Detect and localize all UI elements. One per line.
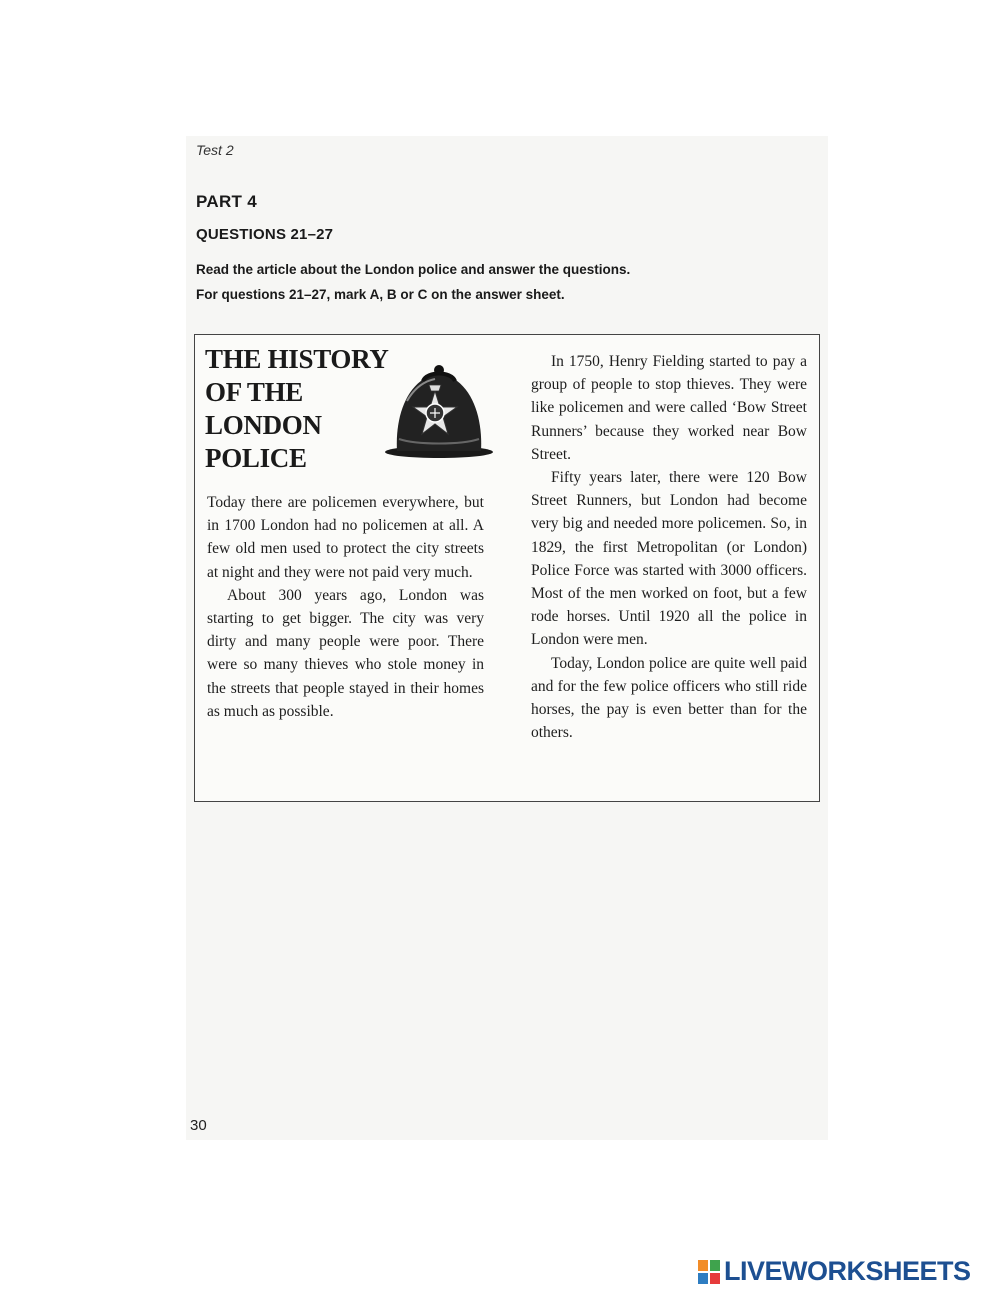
article-paragraph: Today, London police are quite well paid and for the few police officers who still ride horses, the pay is even better than for the others. (531, 654, 807, 742)
article-paragraph: In 1750, Henry Fielding started to pay a group of people to stop thieves. They were like policemen and were called ‘Bow Street Runners’ because they worked near Bow Street. (531, 353, 807, 463)
liveworksheets-logo-icon (698, 1260, 720, 1284)
instruction-line-1: Read the article about the London police and answer the questions. (196, 262, 631, 277)
article-headline (205, 343, 405, 475)
headline-line: LONDON (205, 410, 322, 440)
brand-text: LIVEWORKSHEETS (724, 1256, 971, 1286)
article-paragraph: Fifty years later, there were 120 Bow Street Runners, but London had become very big and needed more policemen. So, in 1829, the first Metropolitan (or London) Police Force was started with 3000 officers. Most of the men worked on foot, but a few rode horses. Until 1920 all the police in London were men. (531, 469, 807, 649)
liveworksheets-brand (698, 1256, 971, 1287)
test-label: Test 2 (196, 142, 234, 158)
article-column-left (207, 491, 484, 723)
instruction-line-2: For questions 21–27, mark A, B or C on the answer sheet. (196, 287, 565, 302)
headline-line: THE HISTORY (205, 344, 389, 374)
article-paragraph: About 300 years ago, London was starting to get bigger. The city was very dirty and many people were poor. There were so many thieves who stole money in the streets that people stayed in their homes as much as possible. (207, 586, 484, 720)
worksheet-page (186, 136, 828, 1140)
article-paragraph: Today there are policemen everywhere, but in 1700 London had no policemen at all. A few old men used to protect the city streets at night and they were not paid very much. (207, 494, 484, 581)
headline-line: POLICE (205, 443, 307, 473)
article-column-right (531, 350, 807, 744)
headline-line: OF THE (205, 377, 303, 407)
article-box (194, 334, 820, 802)
questions-title: QUESTIONS 21–27 (196, 226, 334, 243)
police-helmet-icon (383, 361, 495, 461)
page-number: 30 (190, 1117, 207, 1134)
part-title: PART 4 (196, 192, 257, 211)
